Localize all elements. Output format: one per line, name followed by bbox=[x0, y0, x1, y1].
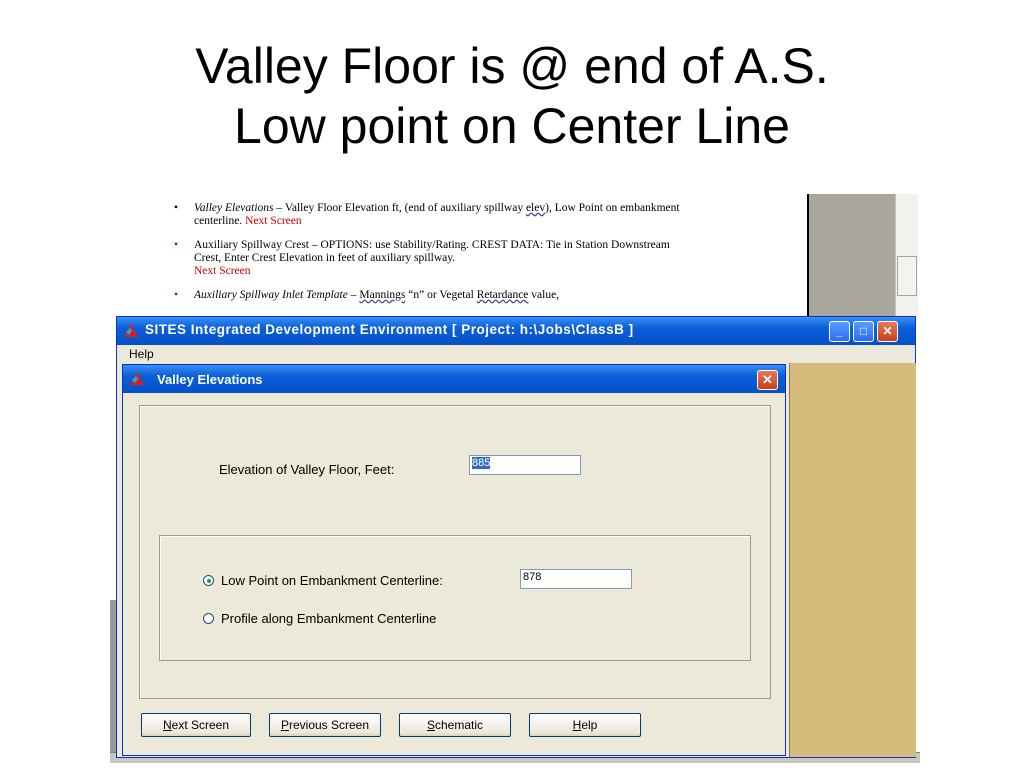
doc-item-text: Auxiliary Spillway Crest – OPTIONS: use Stability/Rating. CREST DATA: Tie in Station Downstream Crest, Enter Crest Elevation in feet of auxiliary spillway. bbox=[194, 239, 670, 264]
doc-item-inlet-template bbox=[170, 289, 690, 302]
help-button[interactable] bbox=[529, 713, 641, 737]
low-point-input[interactable] bbox=[520, 569, 632, 589]
slide-title bbox=[0, 36, 1024, 156]
profile-label[interactable]: Profile along Embankment Centerline bbox=[221, 611, 437, 626]
next-screen-button[interactable] bbox=[141, 713, 251, 737]
low-point-radio[interactable] bbox=[203, 575, 214, 586]
close-icon: ✕ bbox=[762, 372, 773, 387]
profile-radio[interactable] bbox=[203, 613, 214, 624]
ide-workspace-panel bbox=[789, 363, 916, 757]
slide-title-line1: Valley Floor is @ end of A.S. bbox=[195, 38, 829, 94]
doc-item-text: – bbox=[347, 289, 360, 301]
doc-item-text: – Valley Floor Elevation ft, (end of auxiliary spillway bbox=[273, 202, 526, 214]
bullet-icon: • bbox=[174, 289, 179, 301]
doc-next-screen-link[interactable]: Next Screen bbox=[245, 215, 302, 227]
next-screen-mnemonic: N bbox=[162, 718, 172, 732]
doc-item-text: elev bbox=[525, 202, 546, 214]
help-label: elp bbox=[581, 718, 598, 732]
background-document bbox=[110, 194, 922, 320]
doc-item-text: ), Low Point on embankment centerline. bbox=[194, 202, 680, 227]
centerline-options-frame bbox=[159, 535, 751, 661]
previous-screen-label: revious Screen bbox=[288, 718, 370, 732]
schematic-label: chematic bbox=[434, 718, 484, 732]
close-icon: ✕ bbox=[882, 324, 893, 338]
valley-elevations-dialog bbox=[122, 364, 786, 756]
doc-item-valley-elevations bbox=[170, 202, 690, 228]
schematic-mnemonic: S bbox=[426, 718, 435, 732]
bullet-icon: • bbox=[174, 239, 179, 251]
background-scroll-thumb[interactable] bbox=[897, 256, 917, 296]
background-gray-panel bbox=[807, 194, 897, 320]
previous-screen-mnemonic: P bbox=[280, 718, 289, 732]
valley-floor-label: Elevation of Valley Floor, Feet: bbox=[219, 462, 395, 477]
maximize-icon: □ bbox=[859, 324, 868, 338]
doc-item-text: Mannings bbox=[359, 289, 406, 301]
dialog-close-button[interactable] bbox=[757, 370, 778, 390]
slide-title-line2: Low point on Center Line bbox=[234, 98, 790, 154]
doc-item-heading: Auxiliary Spillway Inlet Template bbox=[194, 289, 348, 301]
minimize-icon: _ bbox=[836, 324, 843, 338]
valley-floor-input[interactable] bbox=[469, 455, 581, 475]
help-mnemonic: H bbox=[572, 718, 582, 732]
close-button[interactable] bbox=[877, 321, 898, 342]
doc-item-heading: Valley Elevations bbox=[194, 202, 274, 214]
low-point-value: 878 bbox=[523, 571, 542, 583]
low-point-label[interactable]: Low Point on Embankment Centerline: bbox=[221, 573, 443, 588]
doc-next-screen-link[interactable]: Next Screen bbox=[194, 265, 251, 277]
doc-item-text: value, bbox=[528, 289, 560, 301]
dialog-titlebar[interactable] bbox=[123, 365, 785, 393]
previous-screen-button[interactable] bbox=[269, 713, 381, 737]
doc-item-text: Retardance bbox=[476, 289, 529, 301]
doc-item-text: “n” or Vegetal bbox=[405, 289, 477, 301]
ide-title: SITES Integrated Development Environment [ Project: h:\Jobs\ClassB ] bbox=[145, 322, 634, 337]
bullet-icon: • bbox=[174, 202, 179, 214]
next-screen-label: ext Screen bbox=[171, 718, 230, 732]
dialog-title: Valley Elevations bbox=[157, 372, 263, 387]
ide-titlebar[interactable] bbox=[117, 317, 915, 345]
menu-bar bbox=[117, 345, 915, 363]
menu-help[interactable]: Help bbox=[129, 347, 154, 361]
schematic-button[interactable] bbox=[399, 713, 511, 737]
valley-floor-value: 885 bbox=[472, 457, 491, 469]
doc-item-auxiliary-crest bbox=[170, 239, 690, 278]
sites-app-icon bbox=[129, 371, 145, 387]
sites-app-icon bbox=[123, 323, 139, 339]
maximize-button[interactable] bbox=[853, 321, 874, 342]
minimize-button[interactable] bbox=[829, 321, 850, 342]
